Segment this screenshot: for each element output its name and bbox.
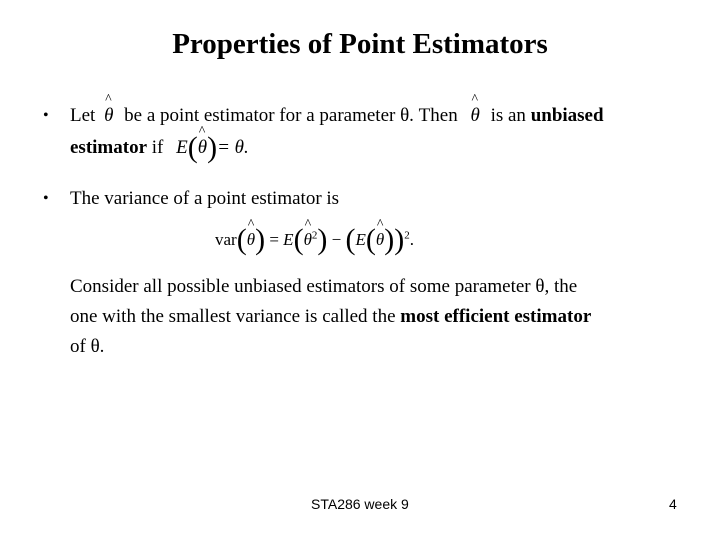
bullet-dot: • bbox=[43, 107, 49, 124]
bullet1-text-let: Let bbox=[70, 105, 96, 126]
bullet-dot: • bbox=[43, 190, 49, 207]
theta-hat-symbol: ^ θ bbox=[470, 92, 480, 126]
paragraph-text: of θ. bbox=[70, 336, 105, 357]
bullet1-unbiased: unbiased bbox=[530, 105, 604, 126]
unbiased-formula: E( ^ θ)= θ. bbox=[176, 124, 249, 164]
bullet1-line2 bbox=[70, 124, 249, 164]
bullet1-text-if: if bbox=[151, 137, 164, 158]
variance-formula: var( ^ θ) = E( ^ $\theta^2) - (E$( ^ θ))$^2$. bbox=[215, 217, 414, 256]
footer-page-number: 4 bbox=[669, 496, 677, 512]
paragraph-text: one with the smallest variance is called the bbox=[70, 306, 396, 327]
theta-hat-symbol: ^ θ bbox=[104, 92, 114, 126]
bullet1-text-isan: is an bbox=[490, 105, 526, 126]
bullet1-text-mid: be a point estimator for a parameter θ. Then bbox=[124, 105, 458, 126]
paragraph-line3 bbox=[70, 336, 104, 358]
paragraph-bold: most efficient estimator bbox=[400, 306, 592, 327]
paragraph-line1 bbox=[70, 276, 577, 298]
bullet2-line bbox=[70, 188, 339, 210]
paragraph-text: Consider all possible unbiased estimators of some parameter θ, the bbox=[70, 276, 578, 297]
footer-course: STA286 week 9 bbox=[311, 496, 409, 512]
bullet1-estimator: estimator bbox=[70, 137, 148, 158]
slide-title: Properties of Point Estimators bbox=[172, 28, 548, 60]
bullet1-line1 bbox=[70, 92, 604, 127]
bullet2-text: The variance of a point estimator is bbox=[70, 188, 340, 209]
paragraph-line2 bbox=[70, 306, 591, 328]
